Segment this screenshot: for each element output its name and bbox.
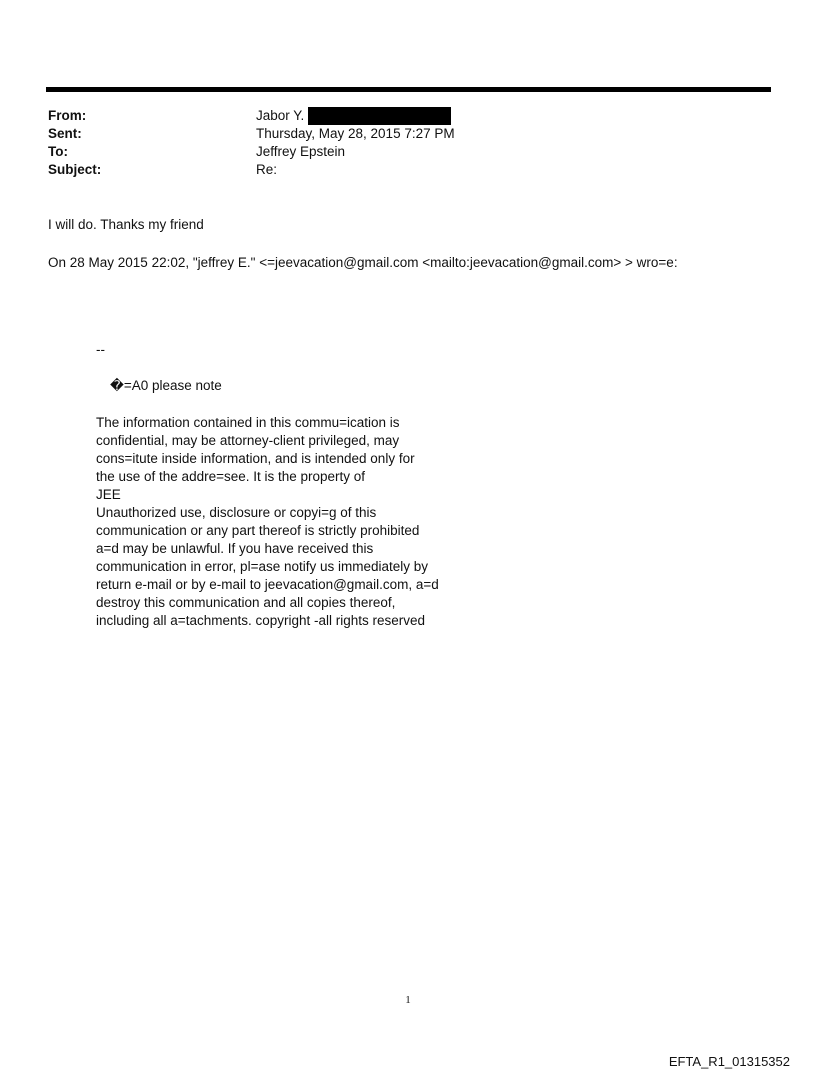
disclaimer-line: a=d may be unlawful. If you have received this xyxy=(96,541,374,556)
subject-label: Subject: xyxy=(48,162,102,177)
to-label: To: xyxy=(48,144,68,159)
to-value: Jeffrey Epstein xyxy=(256,144,346,159)
disclaimer-line: return e-mail or by e-mail to jeevacation@gmail.com, a=d xyxy=(96,577,439,592)
redaction-block xyxy=(308,107,451,125)
subject-value: Re: xyxy=(256,162,278,177)
please-note-text: �=A0 please note xyxy=(110,378,222,393)
sent-label: Sent: xyxy=(48,126,82,141)
from-value xyxy=(256,107,451,125)
disclaimer-line: the use of the addre=see. It is the property of xyxy=(96,469,366,484)
disclaimer-line: confidential, may be attorney-client privileged, may xyxy=(96,433,400,448)
disclaimer-line: The information contained in this commu=ication is xyxy=(96,415,400,430)
quote-header: On 28 May 2015 22:02, "jeffrey E." <=jeevacation@gmail.com <mailto:jeevacation@gmail.com> > wro=e: xyxy=(48,255,678,270)
from-row xyxy=(48,107,455,125)
disclaimer-line: cons=itute inside information, and is intended only for xyxy=(96,451,415,466)
page-number: 1 xyxy=(405,994,411,1006)
subject-row xyxy=(48,161,455,179)
sent-value: Thursday, May 28, 2015 7:27 PM xyxy=(256,126,455,141)
sent-row xyxy=(48,125,455,143)
disclaimer-line: Unauthorized use, disclosure or copyi=g of this xyxy=(96,505,377,520)
disclaimer-line: including all a=tachments. copyright -all rights reserved xyxy=(96,613,426,628)
disclaimer-line: destroy this communication and all copies thereof, xyxy=(96,595,396,610)
from-label: From: xyxy=(48,108,87,123)
from-name: Jabor Y. xyxy=(256,108,305,123)
header-rule xyxy=(46,87,771,92)
to-row xyxy=(48,143,455,161)
disclaimer-line: communication or any part thereof is strictly prohibited xyxy=(96,523,420,538)
disclaimer xyxy=(96,414,456,630)
document-id: EFTA_R1_01315352 xyxy=(668,1054,790,1069)
reply-line: I will do. Thanks my friend xyxy=(48,217,204,232)
signature-separator: -- xyxy=(96,342,105,357)
disclaimer-line: JEE xyxy=(96,487,121,502)
disclaimer-line: communication in error, pl=ase notify us immediately by xyxy=(96,559,429,574)
email-header xyxy=(48,107,455,179)
please-note xyxy=(110,377,222,395)
